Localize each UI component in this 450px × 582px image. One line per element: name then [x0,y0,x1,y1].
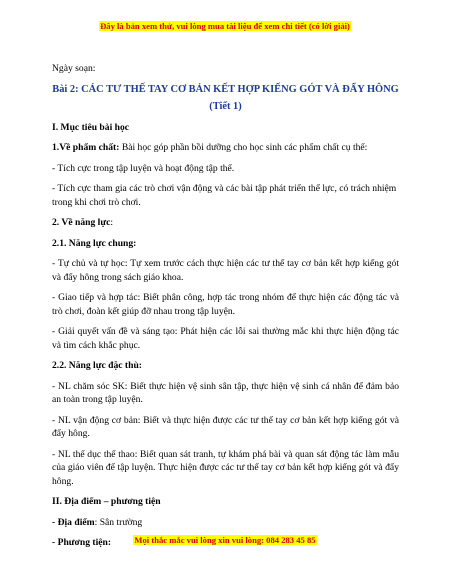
lesson-content [52,62,399,550]
specific-item: - NL vận động cơ bản: Biết và thực hiện được các tư thế tay cơ bản kết hợp kiếng gót và đẩy hông. [52,414,399,439]
location-label: - Địa điểm [52,516,95,528]
contact-banner-text: Mọi thắc mắc vui lòng xin vui lòng: 084 283 45 85 [134,535,316,545]
ability-label: 2. Về năng lực [52,217,111,228]
general-item: - Giao tiếp và hợp tác: Biết phân công, hợp tác trong nhóm để thực hiện các động tác và trò chơi, đoàn kết giúp đỡ nhau trong tập luyện. [52,292,399,317]
lesson-period: (Tiết 1) [209,101,242,112]
preview-banner [0,21,450,31]
specific-item: - NL chăm sóc SK: Biết thực hiện vệ sinh sân tập, thực hiện vệ sinh cá nhân để đảm bảo an toàn trong tập luyện. [52,380,399,405]
lesson-title: Bài 2: CÁC TƯ THẾ TAY CƠ BẢN KẾT HỢP KIẾNG GÓT VÀ ĐẨY HÔNG [52,83,399,95]
specific-item: - NL thể dục thể thao: Biết quan sát tranh, tự khám phá bài và quan sát động tác làm mẫu của giáo viên để tập luyện. Thực hiện được các tư thế tay cơ bản kết hợp kiếng gót và đẩy hông. [52,448,399,487]
quality-paragraph [52,141,399,155]
contact-banner [0,535,450,545]
specific-heading: 2.2. Năng lực đặc thù: [52,360,142,371]
equipment-label: - Phương tiện: [52,537,112,548]
general-item: - Giải quyết vấn đề và sáng tạo: Phát hiện các lỗi sai thường mắc khi thực hiện động tác và tìm cách khắc phục. [52,326,399,351]
section2-heading: II. Địa điểm – phương tiện [52,496,161,507]
general-heading: 2.1. Năng lực chung: [52,237,137,249]
section1-heading: I. Mục tiêu bài học [52,121,130,133]
quality-text: Bài học góp phần bồi dưỡng cho học sinh các phẩm chất cụ thể: [119,142,368,153]
general-item: - Tự chủ và tự học: Tự xem trước cách thực hiện các tư thế tay cơ bản kết hợp kiếng gót và đẩy hông trong sách giáo khoa. [52,258,399,283]
date-label: Ngày soạn: [52,63,96,74]
quality-label: 1.Về phẩm chất: [52,142,120,153]
ability-heading: 2. Về năng lực: [52,217,114,228]
location-line [52,516,399,530]
location-text: : Sân trường [94,516,143,528]
quality-item: - Tích cực trong tập luyện và hoạt động tập thể. [52,162,235,174]
preview-banner-text: Đây là bản xem thử, vui lòng mua tài liệu để xem chi tiết (có lời giải) [100,21,350,31]
quality-item: - Tích cực tham gia các trò chơi vận động và các bài tập phát triển thể lực, có trách nhiệm trong khi chơi trò chơi. [52,183,397,208]
